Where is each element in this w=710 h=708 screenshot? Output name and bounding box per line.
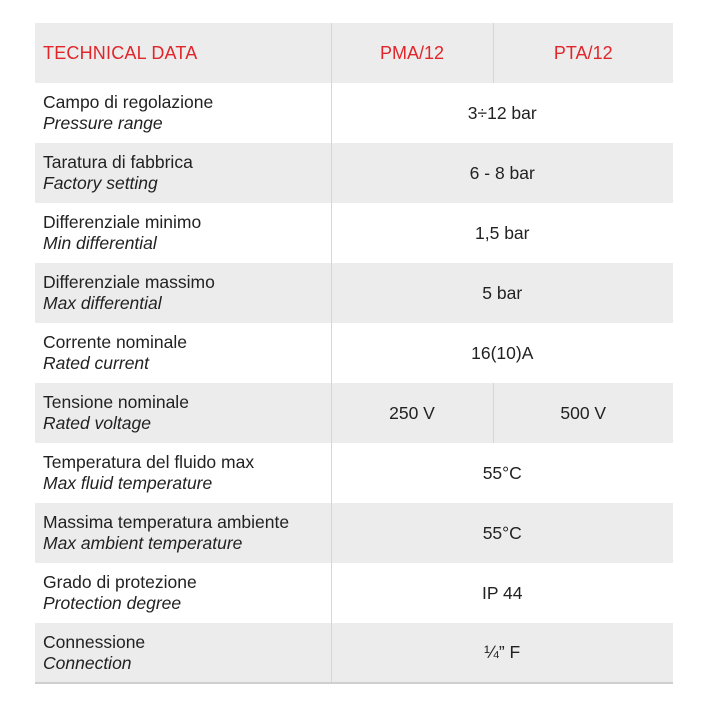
table-row [35,323,673,383]
table-row [35,503,673,563]
spec-value-pma12: 250 V [331,383,493,443]
spec-label-en: Rated voltage [43,413,151,433]
table-row [35,143,673,203]
spec-value: IP 44 [331,563,673,623]
table-row [35,83,673,143]
table-title: TECHNICAL DATA [43,42,198,63]
spec-label-en: Rated current [43,353,150,373]
spec-label [35,623,331,683]
spec-label [35,383,331,443]
spec-label [35,563,331,623]
spec-label-it: Massima temperatura ambiente [43,512,290,532]
spec-value: 3÷12 bar [331,83,673,143]
spec-label-it: Taratura di fabbrica [43,152,193,172]
spec-label [35,203,331,263]
spec-label [35,83,331,143]
spec-label [35,503,331,563]
technical-data-table [35,23,673,684]
spec-label [35,323,331,383]
table-row [35,563,673,623]
table-row [35,263,673,323]
spec-label-en: Max differential [43,293,162,313]
spec-label-en: Protection degree [43,593,182,613]
spec-label [35,263,331,323]
spec-value-pta12: 500 V [493,383,673,443]
spec-label-en: Factory setting [43,173,158,193]
spec-label-en: Connection [43,652,132,673]
spec-label-it: Differenziale minimo [43,212,202,232]
spec-label-en: Pressure range [43,113,163,133]
table-row [35,203,673,263]
spec-label-it: Campo di regolazione [43,92,214,112]
spec-value: 55°C [331,443,673,503]
table-header-row [35,23,673,83]
spec-label-it: Connessione [43,631,146,652]
spec-label-en: Max fluid temperature [43,473,213,493]
spec-label-en: Max ambient temperature [43,533,243,553]
spec-value: 6 - 8 bar [331,143,673,203]
spec-value: ¼” F [331,623,673,683]
spec-label [35,443,331,503]
table-row [35,443,673,503]
spec-value: 16(10)A [331,323,673,383]
spec-label [35,143,331,203]
spec-label-it: Temperatura del fluido max [43,452,255,472]
spec-value: 1,5 bar [331,203,673,263]
spec-label-it: Differenziale massimo [43,272,215,292]
spec-label-en: Min differential [43,233,157,253]
spec-value: 55°C [331,503,673,563]
spec-label-it: Corrente nominale [43,332,187,352]
table-row [35,623,673,683]
spec-label-it: Grado di protezione [43,572,197,592]
spec-label-it: Tensione nominale [43,392,189,412]
model-header-pma12: PMA/12 [331,23,493,83]
spec-value: 5 bar [331,263,673,323]
table-row [35,383,673,443]
model-header-pta12: PTA/12 [493,23,673,83]
